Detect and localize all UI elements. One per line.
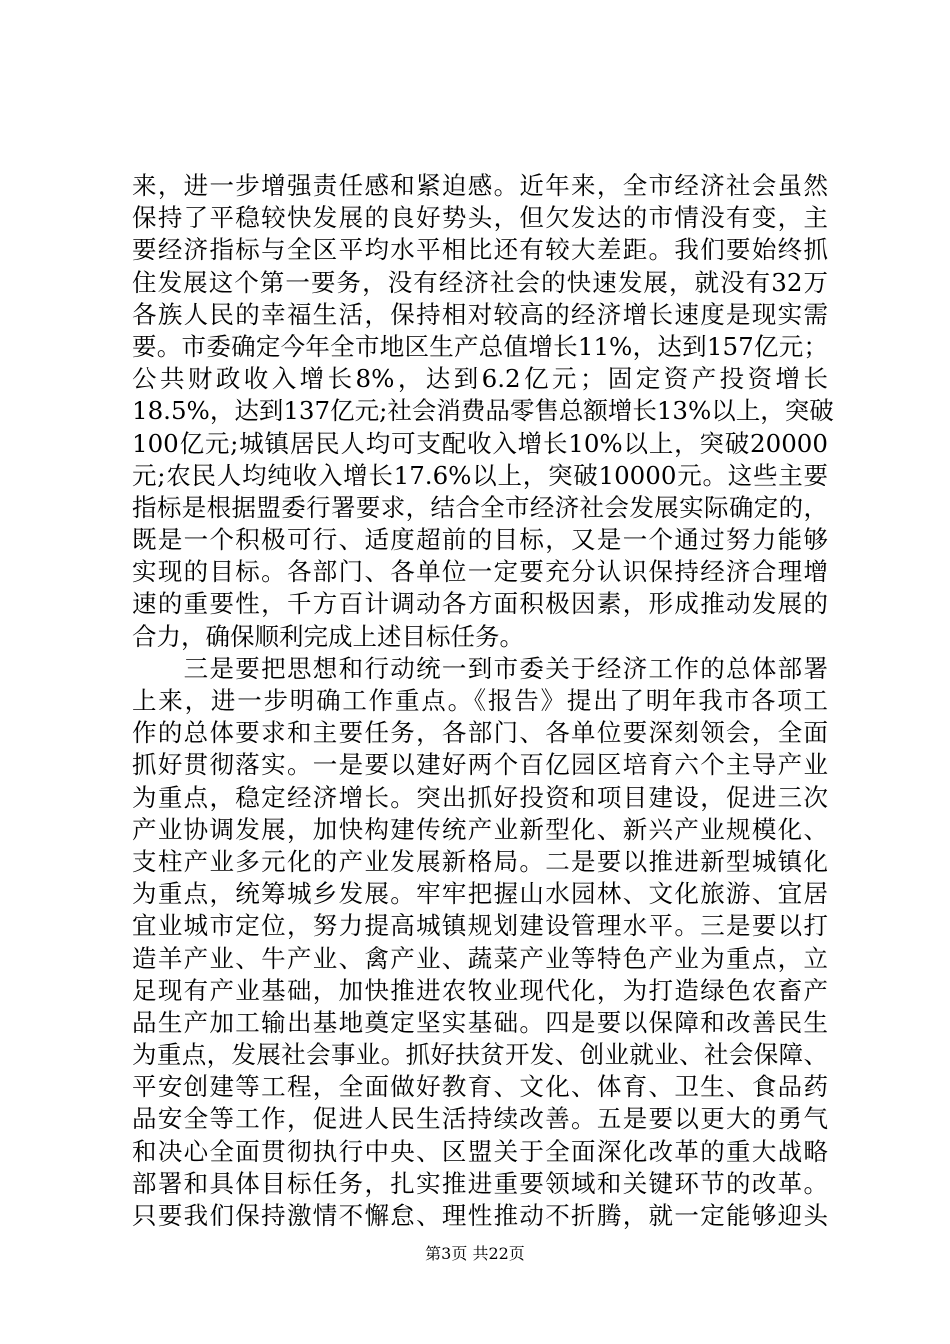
paragraph-start-line: 三是要把思想和行动统一到市委关于经济工作的总体部署 xyxy=(132,653,828,683)
text-line: 为重点，稳定经济增长。突出抓好投资和项目建设，促进三次 xyxy=(132,782,828,812)
text-line: 为重点，统筹城乡发展。牢牢把握山水园林、文化旅游、宜居 xyxy=(132,879,828,909)
text-line: 造羊产业、牛产业、禽产业、蔬菜产业等特色产业为重点，立 xyxy=(132,943,828,973)
text-line: 平安创建等工程，全面做好教育、文化、体育、卫生、食品药 xyxy=(132,1072,828,1102)
text-line: 各族人民的幸福生活，保持相对较高的经济增长速度是现实需 xyxy=(132,299,828,329)
text-line: 支柱产业多元化的产业发展新格局。二是要以推进新型城镇化 xyxy=(132,846,828,876)
text-line: 元;农民人均纯收入增长17.6%以上，突破10000元。这些主要 xyxy=(132,460,828,490)
text-line: 足现有产业基础，加快推进农牧业现代化，为打造绿色农畜产 xyxy=(132,975,828,1005)
text-line: 和决心全面贯彻执行中央、区盟关于全面深化改革的重大战略 xyxy=(132,1136,828,1166)
text-line: 指标是根据盟委行署要求，结合全市经济社会发展实际确定的， xyxy=(132,492,828,522)
text-line: 品生产加工输出基地奠定坚实基础。四是要以保障和改善民生 xyxy=(132,1007,828,1037)
text-line: 保持了平稳较快发展的良好势头，但欠发达的市情没有变，主 xyxy=(132,203,828,233)
text-line: 产业协调发展，加快构建传统产业新型化、新兴产业规模化、 xyxy=(132,814,828,844)
text-line: 品安全等工作，促进人民生活持续改善。五是要以更大的勇气 xyxy=(132,1104,828,1134)
text-line: 作的总体要求和主要任务，各部门、各单位要深刻领会，全面 xyxy=(132,718,828,748)
text-line: 公共财政收入增长8%，达到6.2亿元；固定资产投资增长 xyxy=(132,364,828,394)
text-line: 只要我们保持激情不懈怠、理性推动不折腾，就一定能够迎头 xyxy=(132,1201,828,1230)
text-line: 来，进一步增强责任感和紧迫感。近年来，全市经济社会虽然 xyxy=(132,171,828,200)
text-line: 住发展这个第一要务，没有经济社会的快速发展，就没有32万 xyxy=(132,267,828,297)
text-line: 速的重要性，千方百计调动各方面积极因素，形成推动发展的 xyxy=(132,589,828,619)
text-line: 100亿元;城镇居民人均可支配收入增长10%以上，突破20000 xyxy=(132,428,828,458)
text-line: 实现的目标。各部门、各单位一定要充分认识保持经济合理增 xyxy=(132,557,828,587)
text-line: 抓好贯彻落实。一是要以建好两个百亿园区培育六个主导产业 xyxy=(132,750,828,780)
text-line: 宜业城市定位，努力提高城镇规划建设管理水平。三是要以打 xyxy=(132,911,828,941)
paragraph-end-line: 合力，确保顺利完成上述目标任务。 xyxy=(132,621,524,651)
text-line: 要。市委确定今年全市地区生产总值增长11%，达到157亿元； xyxy=(132,331,828,361)
text-line: 18.5%，达到137亿元;社会消费品零售总额增长13%以上，突破 xyxy=(132,396,834,426)
text-line: 为重点，发展社会事业。抓好扶贫开发、创业就业、社会保障、 xyxy=(132,1040,828,1070)
body-text xyxy=(132,170,834,1232)
text-line: 部署和具体目标任务，扎实推进重要领域和关键环节的改革。 xyxy=(132,1168,828,1198)
text-line: 要经济指标与全区平均水平相比还有较大差距。我们要始终抓 xyxy=(132,235,828,265)
text-line: 既是一个积极可行、适度超前的目标，又是一个通过努力能够 xyxy=(132,525,828,555)
page-number-footer: 第3页 共22页 xyxy=(425,1244,525,1263)
text-line: 上来，进一步明确工作重点。《报告》提出了明年我市各项工 xyxy=(132,686,828,715)
